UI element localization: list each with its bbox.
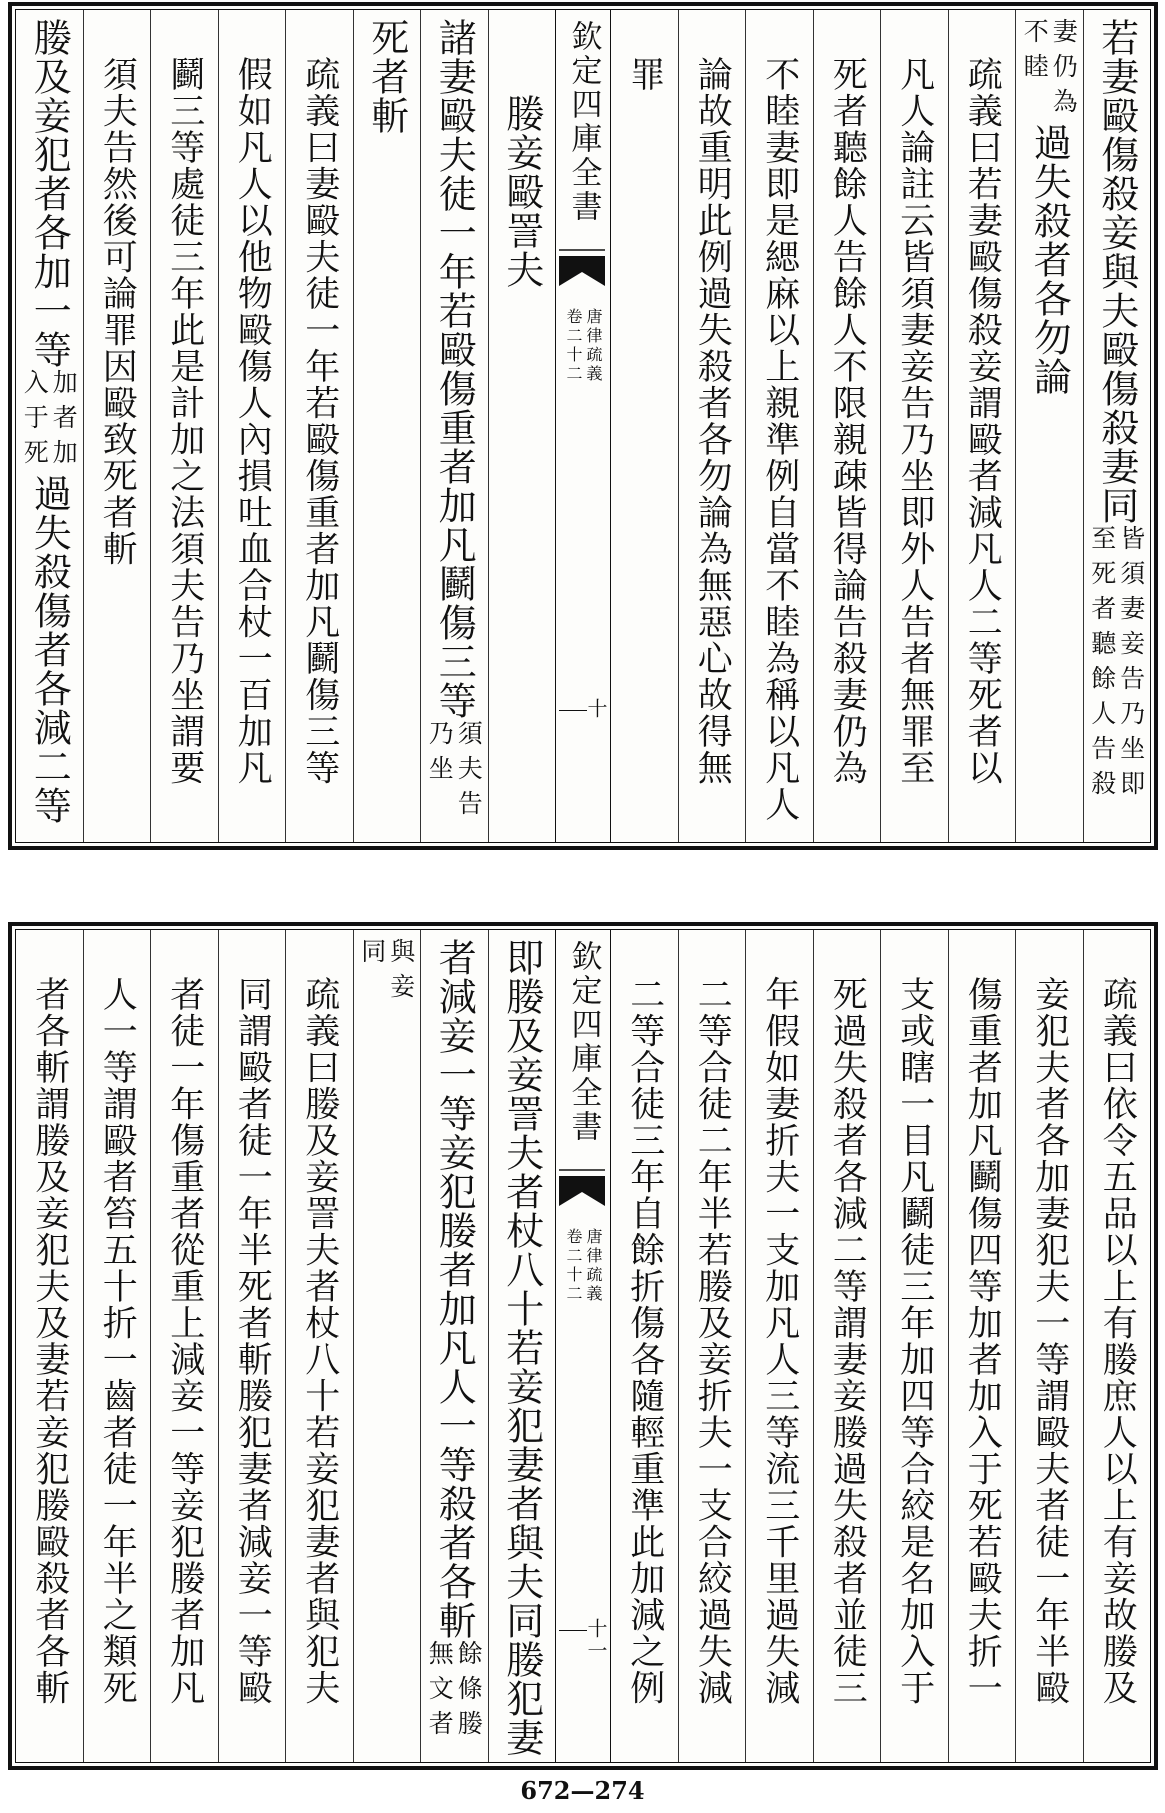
center-margin	[555, 10, 611, 842]
main-text: 鬬三等處徒三年此是計加之法須夫告乃坐謂要	[164, 56, 205, 786]
interlinear-note-line: 無文者	[425, 1640, 455, 1745]
main-text: 傷重者加凡鬬傷四等加者加入于死若毆夫折一	[962, 976, 1003, 1706]
text-column	[218, 930, 286, 1762]
interlinear-note	[20, 369, 79, 474]
interlinear-note-line: 同	[357, 938, 387, 973]
main-text: 疏義曰妻毆夫徒一年若毆傷重者加凡鬬傷三等	[299, 56, 340, 786]
text-column	[745, 10, 813, 842]
main-text: 媵及妾犯者各加一等	[27, 18, 72, 369]
main-text: 假如凡人以他物毆傷人內損吐血合杖一百加凡	[232, 56, 273, 786]
text-column	[285, 10, 353, 842]
folio-number: 十一	[584, 1618, 608, 1662]
interlinear-note-line: 加者加	[49, 369, 79, 474]
text-column	[880, 10, 948, 842]
folio-frame	[15, 9, 1151, 843]
folio-number: 十	[584, 698, 608, 720]
main-text: 者各斬謂媵及妾犯夫及妻若妾犯媵毆殺者各斬	[29, 976, 70, 1706]
main-text: 過失殺傷者各減二等	[27, 474, 72, 825]
center-title-block	[556, 940, 610, 1144]
main-text: 二等合徒三年自餘折傷各隨輕重準此加減之例	[624, 976, 665, 1706]
interlinear-note	[425, 720, 484, 825]
volume-number: 卷二十二	[564, 308, 583, 384]
main-text: 者徒一年傷重者從重上減妾一等妾犯媵者加凡	[164, 976, 205, 1706]
text-column	[948, 930, 1016, 1762]
fishtail-mark	[559, 248, 605, 290]
text-column	[420, 930, 488, 1762]
main-text: 二等合徒二年半若媵及妾折夫一支合絞過失減	[692, 976, 733, 1706]
main-text: 支或瞎一目凡鬬徒三年加四等合絞是名加入于	[894, 976, 935, 1706]
text-column	[83, 10, 151, 842]
interlinear-note-line: 至死者聽餘人告殺	[1087, 525, 1117, 805]
center-title: 欽定四庫全書	[565, 940, 602, 1144]
folio-rule	[559, 710, 587, 711]
text-column	[16, 10, 83, 842]
folio-frame	[15, 929, 1151, 1763]
fishtail-mark	[559, 1168, 605, 1210]
main-text: 過失殺者各勿論	[1027, 123, 1072, 396]
main-text: 即媵及妾詈夫者杖八十若妾犯妻者與夫同媵犯妻	[499, 938, 544, 1757]
main-text: 妾犯夫者各加妻犯夫一等謂毆夫者徒一年半毆	[1029, 976, 1070, 1706]
text-column	[1083, 10, 1151, 842]
main-text: 諸妻毆夫徒一年若毆傷重者加凡鬬傷三等	[432, 18, 477, 720]
main-text: 者減妾一等妾犯媵者加凡人一等殺者各斬	[432, 938, 477, 1640]
center-subtitle	[556, 308, 610, 384]
interlinear-note-line: 入于死	[20, 369, 50, 474]
interlinear-note-line: 不睦	[1020, 18, 1050, 88]
right-half	[611, 930, 1150, 1762]
text-column	[218, 10, 286, 842]
main-text: 媵妾毆詈夫	[499, 94, 544, 289]
text-column	[150, 930, 218, 1762]
main-text: 凡人論註云皆須妻妾告乃坐即外人告者無罪至	[894, 56, 935, 786]
text-column	[611, 10, 678, 842]
right-half	[611, 10, 1150, 842]
text-column	[353, 10, 421, 842]
text-column	[488, 930, 556, 1762]
text-column	[1015, 930, 1083, 1762]
text-column	[611, 930, 678, 1762]
text-column	[678, 10, 746, 842]
interlinear-note	[1020, 18, 1079, 123]
text-column	[488, 10, 556, 842]
folio-panel-upper	[8, 2, 1158, 850]
text-column	[285, 930, 353, 1762]
text-column	[83, 930, 151, 1762]
main-text: 人一等謂毆者笞五十折一齒者徒一年半之類死	[97, 976, 138, 1706]
text-column	[948, 10, 1016, 842]
main-text: 死者斬	[364, 18, 409, 135]
book-title: 唐律疏義	[584, 1228, 603, 1304]
main-text: 死過失殺者各減二等謂妻妾媵過失殺者並徒三	[827, 976, 868, 1706]
center-subtitle	[556, 1228, 610, 1304]
interlinear-note-line: 妻仍為	[1049, 18, 1079, 123]
interlinear-note-line: 與妾	[386, 938, 416, 1008]
main-text: 死者聽餘人告餘人不限親疎皆得論告殺妻仍為	[827, 56, 868, 786]
interlinear-note-line: 餘條媵	[454, 1640, 484, 1745]
main-text: 疏義曰依令五品以上有媵庶人以上有妾故媵及	[1097, 976, 1138, 1706]
main-text: 不睦妻即是緦麻以上親準例自當不睦為稱以凡人	[759, 56, 800, 823]
center-title-block	[556, 20, 610, 224]
text-column	[353, 930, 421, 1762]
main-text: 同謂毆者徒一年半死者斬媵犯妻者減妾一等毆	[232, 976, 273, 1706]
text-column	[678, 930, 746, 1762]
text-column	[420, 10, 488, 842]
main-text: 若妻毆傷殺妾與夫毆傷殺妻同	[1094, 18, 1139, 525]
main-text: 年假如妻折夫一支加凡人三等流三千里過失減	[759, 976, 800, 1706]
main-text: 疏義曰若妻毆傷殺妾謂毆者減凡人二等死者以	[962, 56, 1003, 786]
interlinear-note-line: 須夫告	[454, 720, 484, 825]
text-column	[813, 930, 881, 1762]
text-column	[745, 930, 813, 1762]
center-margin	[555, 930, 611, 1762]
interlinear-note-line: 乃坐	[425, 720, 455, 790]
text-column	[150, 10, 218, 842]
left-half	[16, 10, 555, 842]
interlinear-note-line: 皆須妻妾告乃坐即	[1116, 525, 1146, 805]
text-column	[16, 930, 83, 1762]
interlinear-note	[1087, 525, 1146, 805]
left-half	[16, 930, 555, 1762]
interlinear-note	[357, 938, 416, 1008]
interlinear-note	[425, 1640, 484, 1745]
main-text: 論故重明此例過失殺者各勿論為無惡心故得無	[692, 56, 733, 786]
main-text: 須夫告然後可論罪因毆致死者斬	[97, 56, 138, 567]
center-title: 欽定四庫全書	[565, 20, 602, 224]
text-column	[1015, 10, 1083, 842]
page-code: 672—274	[520, 1776, 645, 1805]
text-column	[1083, 930, 1151, 1762]
folio-panel-lower	[8, 922, 1158, 1770]
book-title: 唐律疏義	[584, 308, 603, 384]
text-column	[813, 10, 881, 842]
main-text: 疏義曰媵及妾詈夫者杖八十若妾犯妻者與犯夫	[299, 976, 340, 1706]
folio-rule	[559, 1630, 587, 1631]
volume-number: 卷二十二	[564, 1228, 583, 1304]
main-text: 罪	[624, 56, 665, 93]
text-column	[880, 930, 948, 1762]
